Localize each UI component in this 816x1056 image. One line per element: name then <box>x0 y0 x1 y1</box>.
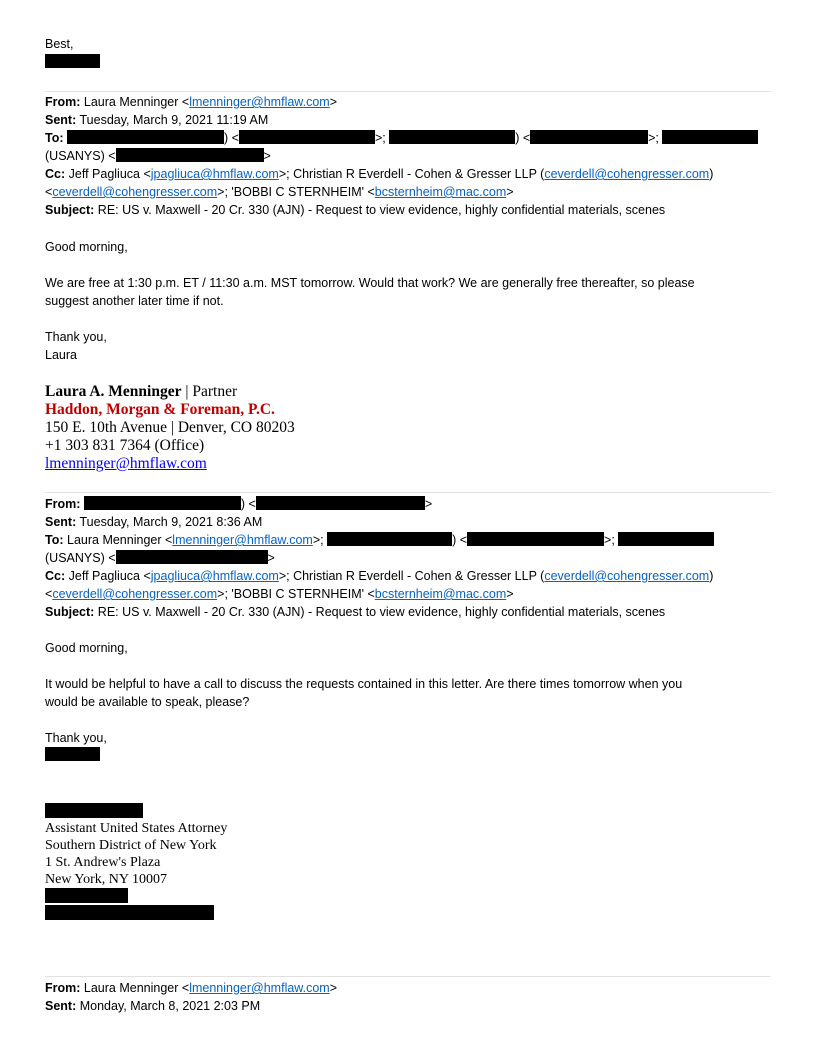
cc-label: Cc: <box>45 167 66 181</box>
cc-email-link[interactable]: ceverdell@cohengresser.com <box>52 185 218 199</box>
sig-name: Laura A. Menninger <box>45 383 182 400</box>
redaction <box>45 905 214 920</box>
redaction <box>116 550 268 564</box>
from-label: From: <box>45 497 81 511</box>
sig-address: 1 St. Andrew's Plaza <box>45 855 161 870</box>
thanks: Thank you, <box>45 330 107 344</box>
redaction <box>84 496 241 510</box>
cc-name: Jeff Pagliuca <box>68 167 140 181</box>
divider <box>45 91 771 92</box>
body-line: It would be helpful to have a call to discuss the requests contained in this letter. Are there times tomorrow when you <box>45 677 683 691</box>
to-label: To: <box>45 131 64 145</box>
subject: RE: US v. Maxwell - 20 Cr. 330 (AJN) - Request to view evidence, highly confidential materials, scenes <box>97 605 666 619</box>
redaction <box>467 532 604 546</box>
redaction <box>662 130 758 144</box>
from-name: Laura Menninger <box>83 95 179 109</box>
subject: RE: US v. Maxwell - 20 Cr. 330 (AJN) - Request to view evidence, highly confidential materials, scenes <box>97 203 666 217</box>
redaction <box>67 130 224 144</box>
redaction <box>45 747 100 761</box>
cc-name: Christian R Everdell - Cohen & Gresser LLP <box>293 167 537 181</box>
cc-email-link[interactable]: bcsternheim@mac.com <box>374 185 507 199</box>
redaction <box>256 496 425 510</box>
cc-email-link[interactable]: ceverdell@cohengresser.com <box>544 167 710 181</box>
closing-block <box>45 35 775 69</box>
redaction <box>45 54 100 68</box>
redaction <box>239 130 375 144</box>
email1-header: From: Laura Menninger <lmenninger@hmflaw.com> Sent: Tuesday, March 9, 2021 11:19 AM To: ) < >; ) < >; (USANYS) < > Cc: Jeff Pagliuca <jpagliuca@hmflaw.com>; Christian R Everdell - Cohen & Gresser LLP (ceverdell@cohengresser.com) <ceverdell@cohengresser.com>; 'BOBBI C STERNHEIM' <bcsternheim@mac.com> Subject: RE: US v. Maxwell - 20 Cr. 330 (AJN) - Request to view evidence, highly confidential materials, scenes <box>45 93 775 219</box>
subject-label: Subject: <box>45 203 95 217</box>
body-line: suggest another later time if not. <box>45 294 224 308</box>
greeting: Good morning, <box>45 641 128 655</box>
subject-label: Subject: <box>45 605 95 619</box>
cc-email-link[interactable]: bcsternheim@mac.com <box>374 587 507 601</box>
redaction <box>389 130 515 144</box>
closing: Best, <box>45 37 74 51</box>
cc-email-link[interactable]: jpagliuca@hmflaw.com <box>150 167 279 181</box>
sig-address: 150 E. 10th Avenue | Denver, CO 80203 <box>45 419 295 436</box>
sig-office: Southern District of New York <box>45 838 217 853</box>
cc-name: Jeff Pagliuca <box>68 569 140 583</box>
thanks: Thank you, <box>45 731 107 745</box>
to-label: To: <box>45 533 64 547</box>
redaction <box>530 130 648 144</box>
sig-email-link[interactable]: lmenninger@hmflaw.com <box>45 455 207 472</box>
cc-email-link[interactable]: ceverdell@cohengresser.com <box>52 587 218 601</box>
to-name: Laura Menninger <box>67 533 162 547</box>
email1-signature <box>45 383 775 473</box>
redaction <box>116 148 264 162</box>
body-line: would be available to speak, please? <box>45 695 250 709</box>
cc-name: Christian R Everdell - Cohen & Gresser LLP <box>293 569 537 583</box>
cc-email-link[interactable]: jpagliuca@hmflaw.com <box>150 569 279 583</box>
cc-label: Cc: <box>45 569 66 583</box>
to-usanys: (USANYS) <box>45 551 105 565</box>
redaction <box>45 803 143 818</box>
body-line: We are free at 1:30 p.m. ET / 11:30 a.m. MST tomorrow. Would that work? We are generally free thereafter, so please <box>45 276 695 290</box>
from-label: From: <box>45 981 81 995</box>
sent-date: Tuesday, March 9, 2021 11:19 AM <box>79 113 269 127</box>
sent-date: Tuesday, March 9, 2021 8:36 AM <box>79 515 263 529</box>
email2-header: From: ) < > Sent: Tuesday, March 9, 2021 8:36 AM To: Laura Menninger <lmenninger@hmflaw.com>; ) < >; (USANYS) < > Cc: Jeff Pagliuca <jpagliuca@hmflaw.com>; Christian R Everdell - Cohen & Gresser LLP (ceverdell@cohengresser.com) <ceverdell@cohengresser.com>; 'BOBBI C STERNHEIM' <bcsternheim@mac.com> Subject: RE: US v. Maxwell - 20 Cr. 330 (AJN) - Request to view evidence, highly confidential materials, scenes <box>45 497 714 619</box>
sig-firm: Haddon, Morgan & Foreman, P.C. <box>45 401 275 418</box>
sig-address: New York, NY 10007 <box>45 872 167 887</box>
to-email-link[interactable]: lmenninger@hmflaw.com <box>172 533 313 547</box>
redaction <box>618 532 714 546</box>
divider <box>45 492 771 493</box>
from-label: From: <box>45 95 81 109</box>
from-email-link[interactable]: lmenninger@hmflaw.com <box>189 95 330 109</box>
divider <box>45 976 771 977</box>
sent-label: Sent: <box>45 999 77 1013</box>
sent-label: Sent: <box>45 113 77 127</box>
cc-name: 'BOBBI C STERNHEIM' <box>231 587 364 601</box>
from-name: Laura Menninger <box>83 981 179 995</box>
sig-phone: +1 303 831 7364 (Office) <box>45 437 205 454</box>
greeting: Good morning, <box>45 240 128 254</box>
email2-signature <box>45 820 775 888</box>
from-email-link[interactable]: lmenninger@hmflaw.com <box>189 981 330 995</box>
redaction <box>45 888 128 903</box>
email1-body <box>45 238 775 364</box>
email2-body <box>45 639 775 762</box>
sign-name: Laura <box>45 348 77 362</box>
sig-title: Assistant United States Attorney <box>45 821 228 836</box>
sent-label: Sent: <box>45 515 77 529</box>
email3-header: From: Laura Menninger <lmenninger@hmflaw.com> Sent: Monday, March 8, 2021 2:03 PM <box>45 981 338 1013</box>
cc-email-link[interactable]: ceverdell@cohengresser.com <box>544 569 710 583</box>
sig-title: | Partner <box>185 383 238 400</box>
cc-name: 'BOBBI C STERNHEIM' <box>231 185 364 199</box>
redaction <box>327 532 452 546</box>
to-usanys: (USANYS) <box>45 149 105 163</box>
sent-date: Monday, March 8, 2021 2:03 PM <box>79 999 261 1013</box>
